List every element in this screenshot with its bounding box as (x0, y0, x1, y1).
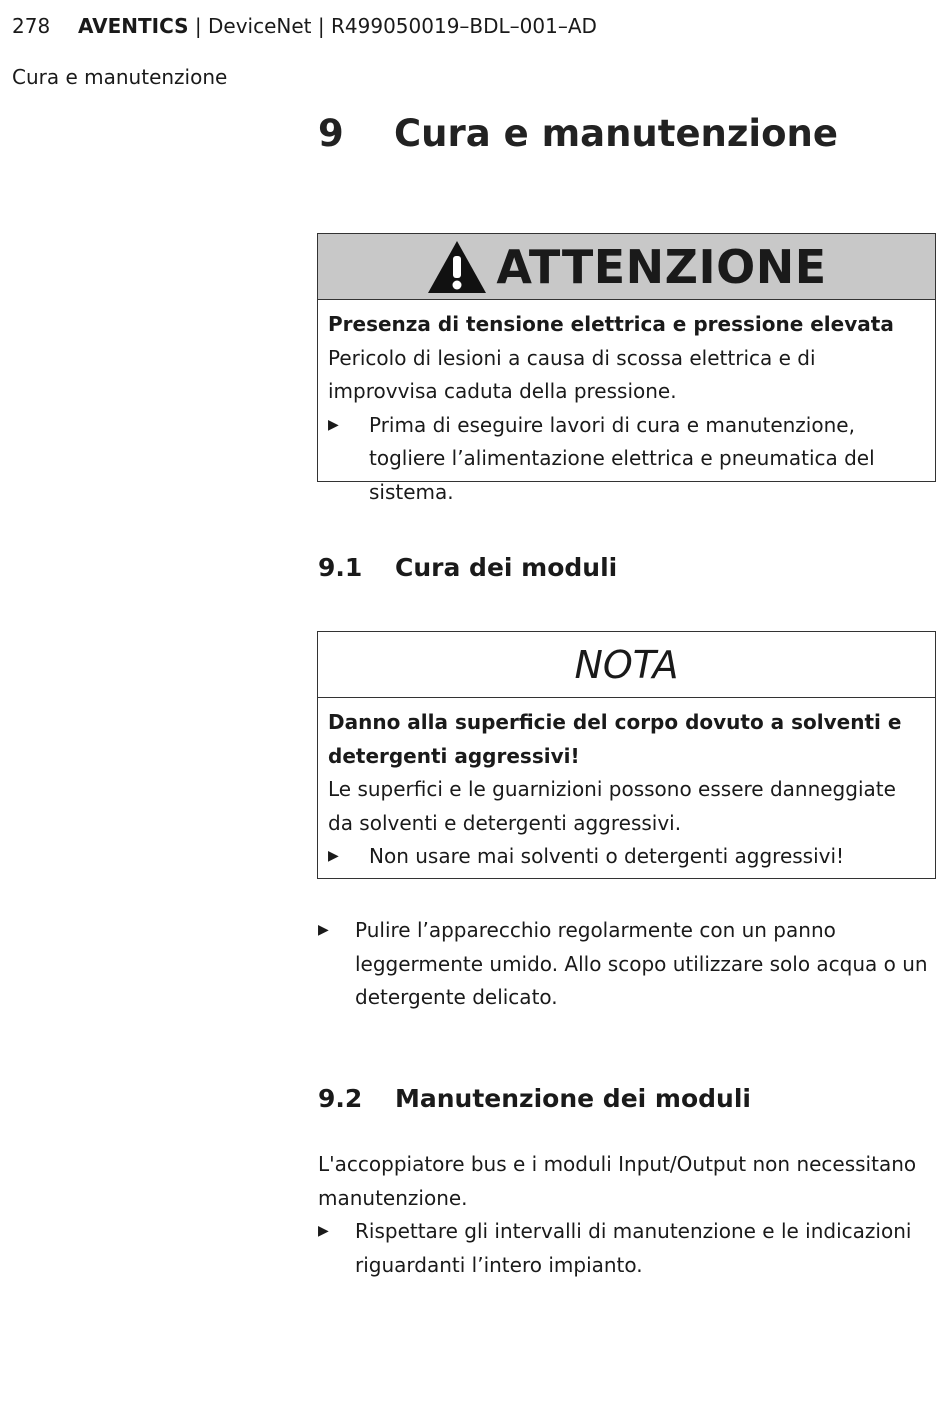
note-heading: NOTA (574, 642, 679, 687)
section-title: Manutenzione dei moduli (395, 1084, 751, 1113)
warning-box-header (318, 234, 935, 300)
brand-name: AVENTICS (78, 14, 189, 38)
warning-heading: ATTENZIONE (496, 239, 827, 294)
bullet-arrow-icon: ▶ (328, 416, 339, 433)
section-heading-9-1 (318, 551, 617, 585)
note-title: Danno alla superficie del corpo dovuto a solventi e detergenti aggressivi! (328, 710, 902, 768)
cleaning-instruction (318, 914, 928, 1015)
instruction-text: Pulire l’apparecchio regolarmente con un panno leggermente umido. Allo scopo utilizzare solo acqua o un detergente delicato. (355, 918, 928, 1009)
note-box-body (318, 698, 935, 882)
bullet-arrow-icon: ▶ (328, 848, 339, 864)
hazard-title: Presenza di tensione elettrica e pressione elevata (328, 312, 894, 336)
header-separator: | (194, 14, 202, 38)
paragraph: L'accoppiatore bus e i moduli Input/Output non necessitano manutenzione. (318, 1152, 917, 1210)
note-box-header (318, 632, 935, 698)
chapter-number: 9 (318, 112, 344, 155)
instruction-text: Non usare mai solventi o detergenti aggressivi! (369, 844, 845, 868)
page-number: 278 (12, 14, 51, 38)
instruction-item (318, 914, 928, 1015)
section-title: Cura dei moduli (395, 553, 618, 582)
document-code: R499050019–BDL–001–AD (331, 14, 597, 38)
note-text: Le superfici e le guarnizioni possono essere danneggiate da solventi e detergenti aggressivi. (328, 777, 896, 835)
running-header (12, 12, 597, 40)
product-name: DeviceNet (208, 14, 312, 38)
bullet-arrow-icon: ▶ (318, 922, 329, 938)
instruction-item (318, 1215, 928, 1282)
maintenance-text-block (318, 1148, 928, 1282)
instruction-text: Rispettare gli intervalli di manutenzione e le indicazioni riguardanti l’intero impianto. (355, 1219, 912, 1277)
header-separator: | (317, 14, 325, 38)
instruction-item (328, 409, 925, 510)
section-heading-9-2 (318, 1082, 751, 1116)
instruction-text: Prima di eseguire lavori di cura e manutenzione, togliere l’alimentazione elettrica e pneumatica del sistema. (369, 412, 875, 504)
chapter-title: Cura e manutenzione (394, 112, 838, 155)
note-box (317, 631, 936, 879)
running-section-title: Cura e manutenzione (12, 65, 228, 89)
section-number: 9.2 (318, 1084, 363, 1113)
warning-box-body (318, 300, 935, 517)
instruction-item (328, 840, 925, 874)
hazard-text: Pericolo di lesioni a causa di scossa elettrica e di improvvisa caduta della pressione. (328, 345, 816, 403)
chapter-heading (318, 110, 838, 158)
warning-triangle-icon (426, 239, 488, 295)
section-number: 9.1 (318, 553, 363, 582)
warning-box (317, 233, 936, 504)
bullet-arrow-icon: ▶ (318, 1223, 329, 1239)
